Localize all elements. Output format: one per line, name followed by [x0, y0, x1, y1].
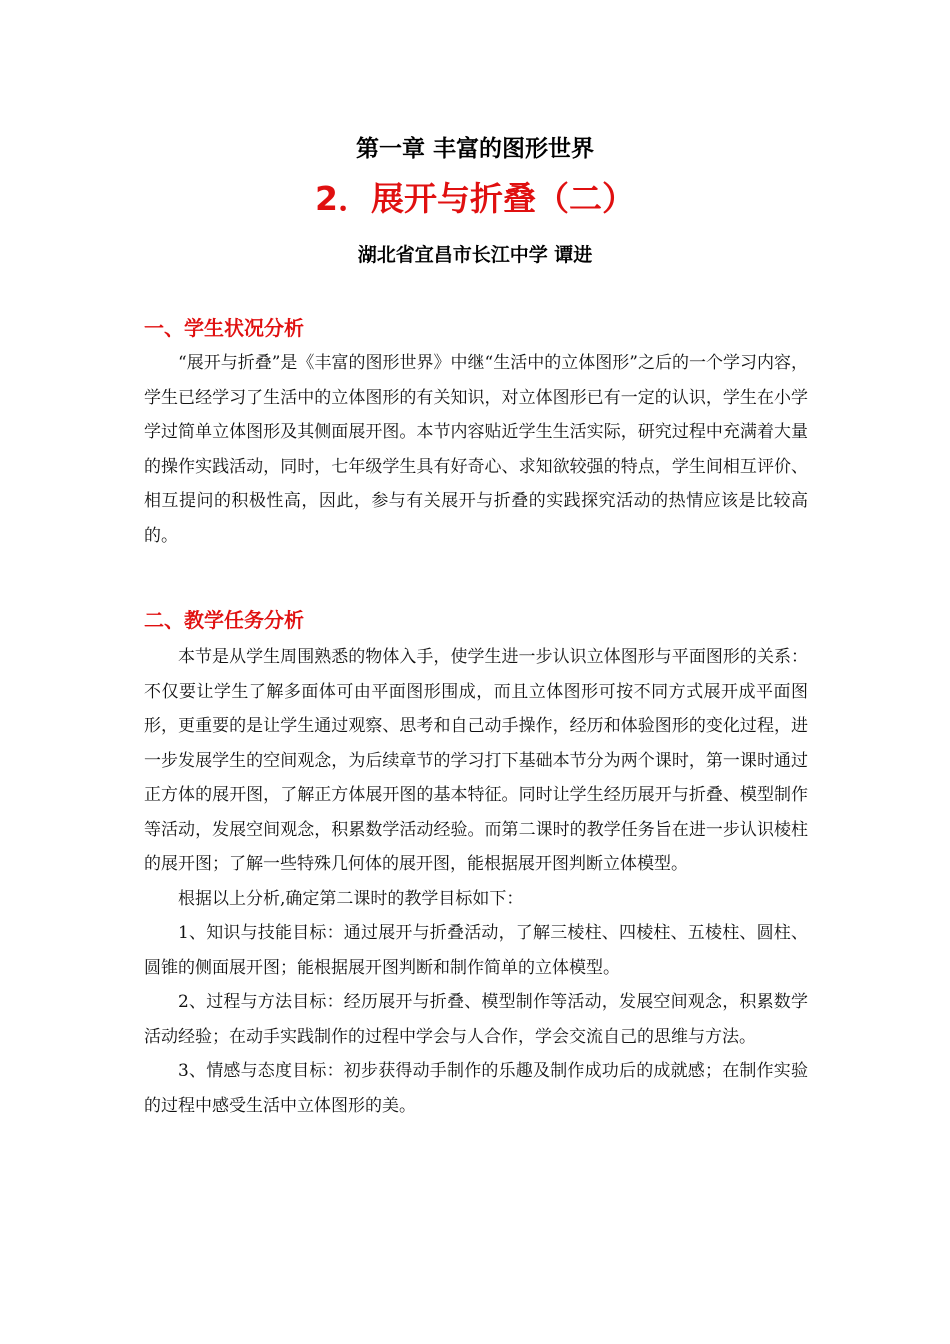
chapter-title: 第一章 丰富的图形世界: [355, 136, 594, 162]
paragraph: “展开与折叠”是《丰富的图形世界》中继“生活中的立体图形”之后的一个学习内容，学生已经学习了生活中的立体图形的有关知识，对立体图形已有一定的认识，学生在小学学过简单立体图形及其侧面展开图。本节内容贴近学生生活实际，研究过程中充满着大量的操作实践活动，同时，七年级学生具有好奇心、求知欲较强的特点，学生间相互评价、相互提问的积极性高，因此，参与有关展开与折叠的实践探究活动的热情应该是比较高的。: [144, 353, 808, 546]
section-body-student-analysis: [144, 346, 808, 553]
author-line: 湖北省宜昌市长江中学 谭进: [357, 244, 593, 266]
section-heading-student-analysis: 一、学生状况分析: [144, 316, 304, 340]
section-heading-teaching-task: 二、教学任务分析: [144, 608, 304, 632]
paragraph: 3、情感与态度目标：初步获得动手制作的乐趣及制作成功后的成就感；在制作实验的过程中感受生活中立体图形的美。: [144, 1061, 808, 1116]
paragraph: 根据以上分析,确定第二课时的教学目标如下：: [178, 888, 524, 909]
paragraph: 2、过程与方法目标：经历展开与折叠、模型制作等活动，发展空间观念，积累数学活动经验；在动手实践制作的过程中学会与人合作，学会交流自己的思维与方法。: [144, 992, 808, 1047]
section-body-teaching-task: [144, 640, 808, 1123]
lesson-title: 2．展开与折叠（二）: [315, 179, 635, 218]
paragraph: 1、知识与技能目标：通过展开与折叠活动，了解三棱柱、四棱柱、五棱柱、圆柱、圆锥的侧面展开图；能根据展开图判断和制作简单的立体模型。: [144, 923, 808, 978]
paragraph: 本节是从学生周围熟悉的物体入手，使学生进一步认识立体图形与平面图形的关系：不仅要让学生了解多面体可由平面图形围成，而且立体图形可按不同方式展开成平面图形，更重要的是让学生通过观察、思考和自己动手操作，经历和体验图形的变化过程，进一步发展学生的空间观念，为后续章节的学习打下基础本节分为两个课时，第一课时通过正方体的展开图，了解正方体展开图的基本特征。同时让学生经历展开与折叠、模型制作等活动，发展空间观念，积累数学活动经验。而第二课时的教学任务旨在进一步认识棱柱的展开图；了解一些特殊几何体的展开图，能根据展开图判断立体模型。: [144, 647, 808, 874]
